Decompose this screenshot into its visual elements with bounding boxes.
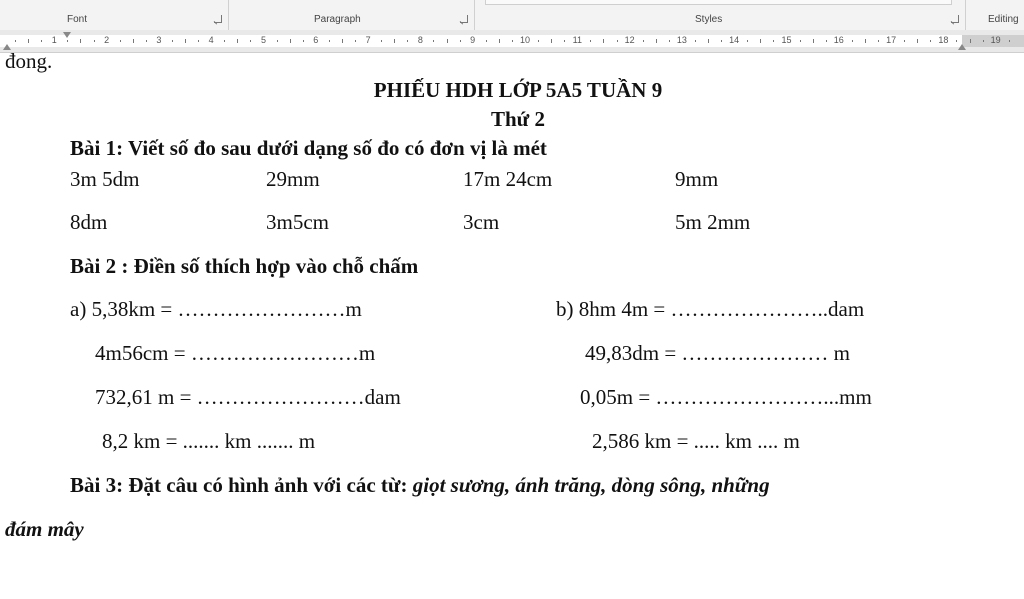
right-indent-icon[interactable]: [958, 44, 966, 50]
font-dialog-launcher-icon[interactable]: [214, 15, 222, 23]
bai2-right-line: 0,05m = ……………………...mm: [580, 385, 872, 409]
bai1-heading: Bài 1: Viết số đo sau dưới dạng số đo có đơn vị là mét: [70, 136, 547, 160]
styles-dialog-launcher-icon[interactable]: [951, 15, 959, 23]
horizontal-ruler[interactable]: [0, 30, 1024, 53]
ruler-tick: [433, 40, 434, 42]
ruler-mark: 5: [260, 35, 267, 45]
ruler-tick: [381, 40, 382, 42]
ruler-tick: [172, 40, 173, 42]
ruler-tick: [852, 40, 853, 42]
ruler-tick: [15, 40, 16, 42]
bai1-row1-item: 29mm: [266, 167, 320, 191]
ruler-tick: [970, 39, 971, 43]
ruler-tick: [904, 40, 905, 42]
ruler-tick: [721, 40, 722, 42]
ruler-tick: [80, 39, 81, 43]
ruler-mark: 7: [365, 35, 371, 45]
bai3-line1: [70, 473, 770, 498]
previous-line-text: đong.: [5, 49, 53, 73]
ruler-tick: [564, 40, 565, 42]
ruler-tick: [643, 40, 644, 42]
ruler-mark: 11: [572, 35, 582, 45]
bai3-words: giọt sương, ánh trăng, dòng sông, những: [412, 473, 770, 497]
bai2-right-line: 2,586 km = ..... km .... m: [592, 429, 800, 453]
ruler-tick: [224, 40, 225, 42]
bai1-row2-item: 3m5cm: [266, 210, 329, 234]
ruler-mark: 19: [990, 35, 1001, 45]
ruler-tick: [878, 40, 879, 42]
styles-group-label: Styles: [695, 14, 723, 25]
bai3-heading: Bài 3: Đặt câu có hình ảnh với các từ:: [70, 473, 408, 497]
ruler-tick: [460, 40, 461, 42]
ribbon-group-bar: [0, 0, 1024, 31]
ruler-mark: 16: [833, 35, 844, 45]
ruler-mark: 15: [781, 35, 792, 45]
ruler-tick: [67, 40, 68, 42]
ruler-tick: [695, 40, 696, 42]
bai1-row1-item: 3m 5dm: [70, 167, 140, 191]
ruler-tick: [930, 40, 931, 42]
ruler-mark: 9: [470, 35, 476, 45]
ruler-mark: 3: [156, 35, 162, 45]
ribbon-group-paragraph: [229, 0, 475, 30]
ruler-mark: 2: [104, 35, 110, 45]
ruler-tick: [198, 40, 199, 42]
ruler-tick: [512, 40, 513, 42]
ruler-tick: [41, 40, 42, 42]
bai1-row2-item: 5m 2mm: [675, 210, 751, 234]
bai2-heading: Bài 2 : Điền số thích hợp vào chỗ chấm: [70, 254, 419, 278]
bai1-row2-item: 8dm: [70, 210, 108, 234]
bai2-right-line: b) 8hm 4m = …………………..dam: [556, 297, 865, 321]
ruler-tick: [290, 39, 291, 43]
ruler-tick: [656, 39, 657, 43]
ruler-tick: [956, 40, 957, 42]
ruler-mark: 1: [51, 35, 57, 45]
ruler-tick: [538, 40, 539, 42]
ruler-tick: [146, 40, 147, 42]
font-group-label: Font: [67, 14, 88, 25]
ruler-mark: 10: [519, 35, 531, 45]
page-subtitle: Thứ 2: [490, 107, 546, 131]
bai2-left-line: a) 5,38km = ……………………m: [70, 297, 362, 321]
ruler-tick: [708, 39, 709, 43]
ruler-mark: 6: [313, 35, 319, 45]
ruler-tick: [983, 40, 984, 42]
ruler-tick: [1009, 40, 1010, 42]
ruler-tick: [617, 40, 618, 42]
ruler-tick: [760, 39, 761, 43]
ruler-mark: 8: [417, 35, 423, 45]
bai1-row1-item: 9mm: [675, 167, 719, 191]
ruler-tick: [499, 39, 500, 43]
ruler-tick: [551, 39, 552, 43]
ruler-tick: [133, 39, 134, 43]
ruler-tick: [826, 40, 827, 42]
ruler-tick: [303, 40, 304, 42]
bai2-left-line: 4m56cm = ……………………m: [95, 341, 376, 365]
ruler-tick: [447, 39, 448, 43]
ruler-tick: [747, 40, 748, 42]
ruler-tick: [250, 40, 251, 42]
editing-group-label: Editing: [988, 14, 1019, 25]
ruler-tick: [355, 40, 356, 42]
ruler-tick: [394, 39, 395, 43]
ruler-tick: [329, 40, 330, 42]
bai2-left-line: 732,61 m = ……………………dam: [95, 385, 401, 409]
ruler-mark: 14: [729, 35, 740, 45]
ribbon-group-editing: [966, 0, 1024, 30]
ruler-tick: [342, 39, 343, 43]
first-line-indent-icon[interactable]: [63, 32, 71, 38]
ruler-tick: [407, 40, 408, 42]
ruler-tick: [590, 40, 591, 42]
bai2-right-line: 49,83dm = ………………… m: [585, 341, 851, 365]
ribbon-group-font: [0, 0, 229, 30]
ruler-tick: [813, 39, 814, 43]
page-title: PHIẾU HDH LỚP 5A5 TUẦN 9: [373, 78, 663, 102]
ruler-tick: [917, 39, 918, 43]
ruler-tick: [277, 40, 278, 42]
ruler-mark: 4: [208, 35, 214, 45]
ruler-tick: [603, 39, 604, 43]
paragraph-group-label: Paragraph: [314, 14, 361, 25]
ruler-tick: [800, 40, 801, 42]
ruler-mark: 12: [624, 35, 635, 45]
ruler-tick: [237, 39, 238, 43]
bai1-row1-item: 17m 24cm: [463, 167, 553, 191]
ribbon-group-styles: [475, 0, 966, 30]
bai3-words-continued: đám mây: [5, 517, 84, 541]
ruler-mark: 17: [886, 35, 897, 45]
ruler-tick: [669, 40, 670, 42]
bai2-left-line: 8,2 km = ....... km ....... m: [102, 429, 316, 453]
paragraph-dialog-launcher-icon[interactable]: [460, 15, 468, 23]
ruler-tick: [773, 40, 774, 42]
ruler-tick: [28, 39, 29, 43]
ruler-mark: 18: [938, 35, 949, 45]
ruler-tick: [94, 40, 95, 42]
ruler-tick: [185, 39, 186, 43]
ruler-mark: 13: [676, 35, 687, 45]
ruler-tick: [486, 40, 487, 42]
ruler-tick: [865, 39, 866, 43]
ruler-text-area: [0, 35, 962, 47]
bai1-row2-item: 3cm: [463, 210, 500, 234]
ruler-tick: [120, 40, 121, 42]
